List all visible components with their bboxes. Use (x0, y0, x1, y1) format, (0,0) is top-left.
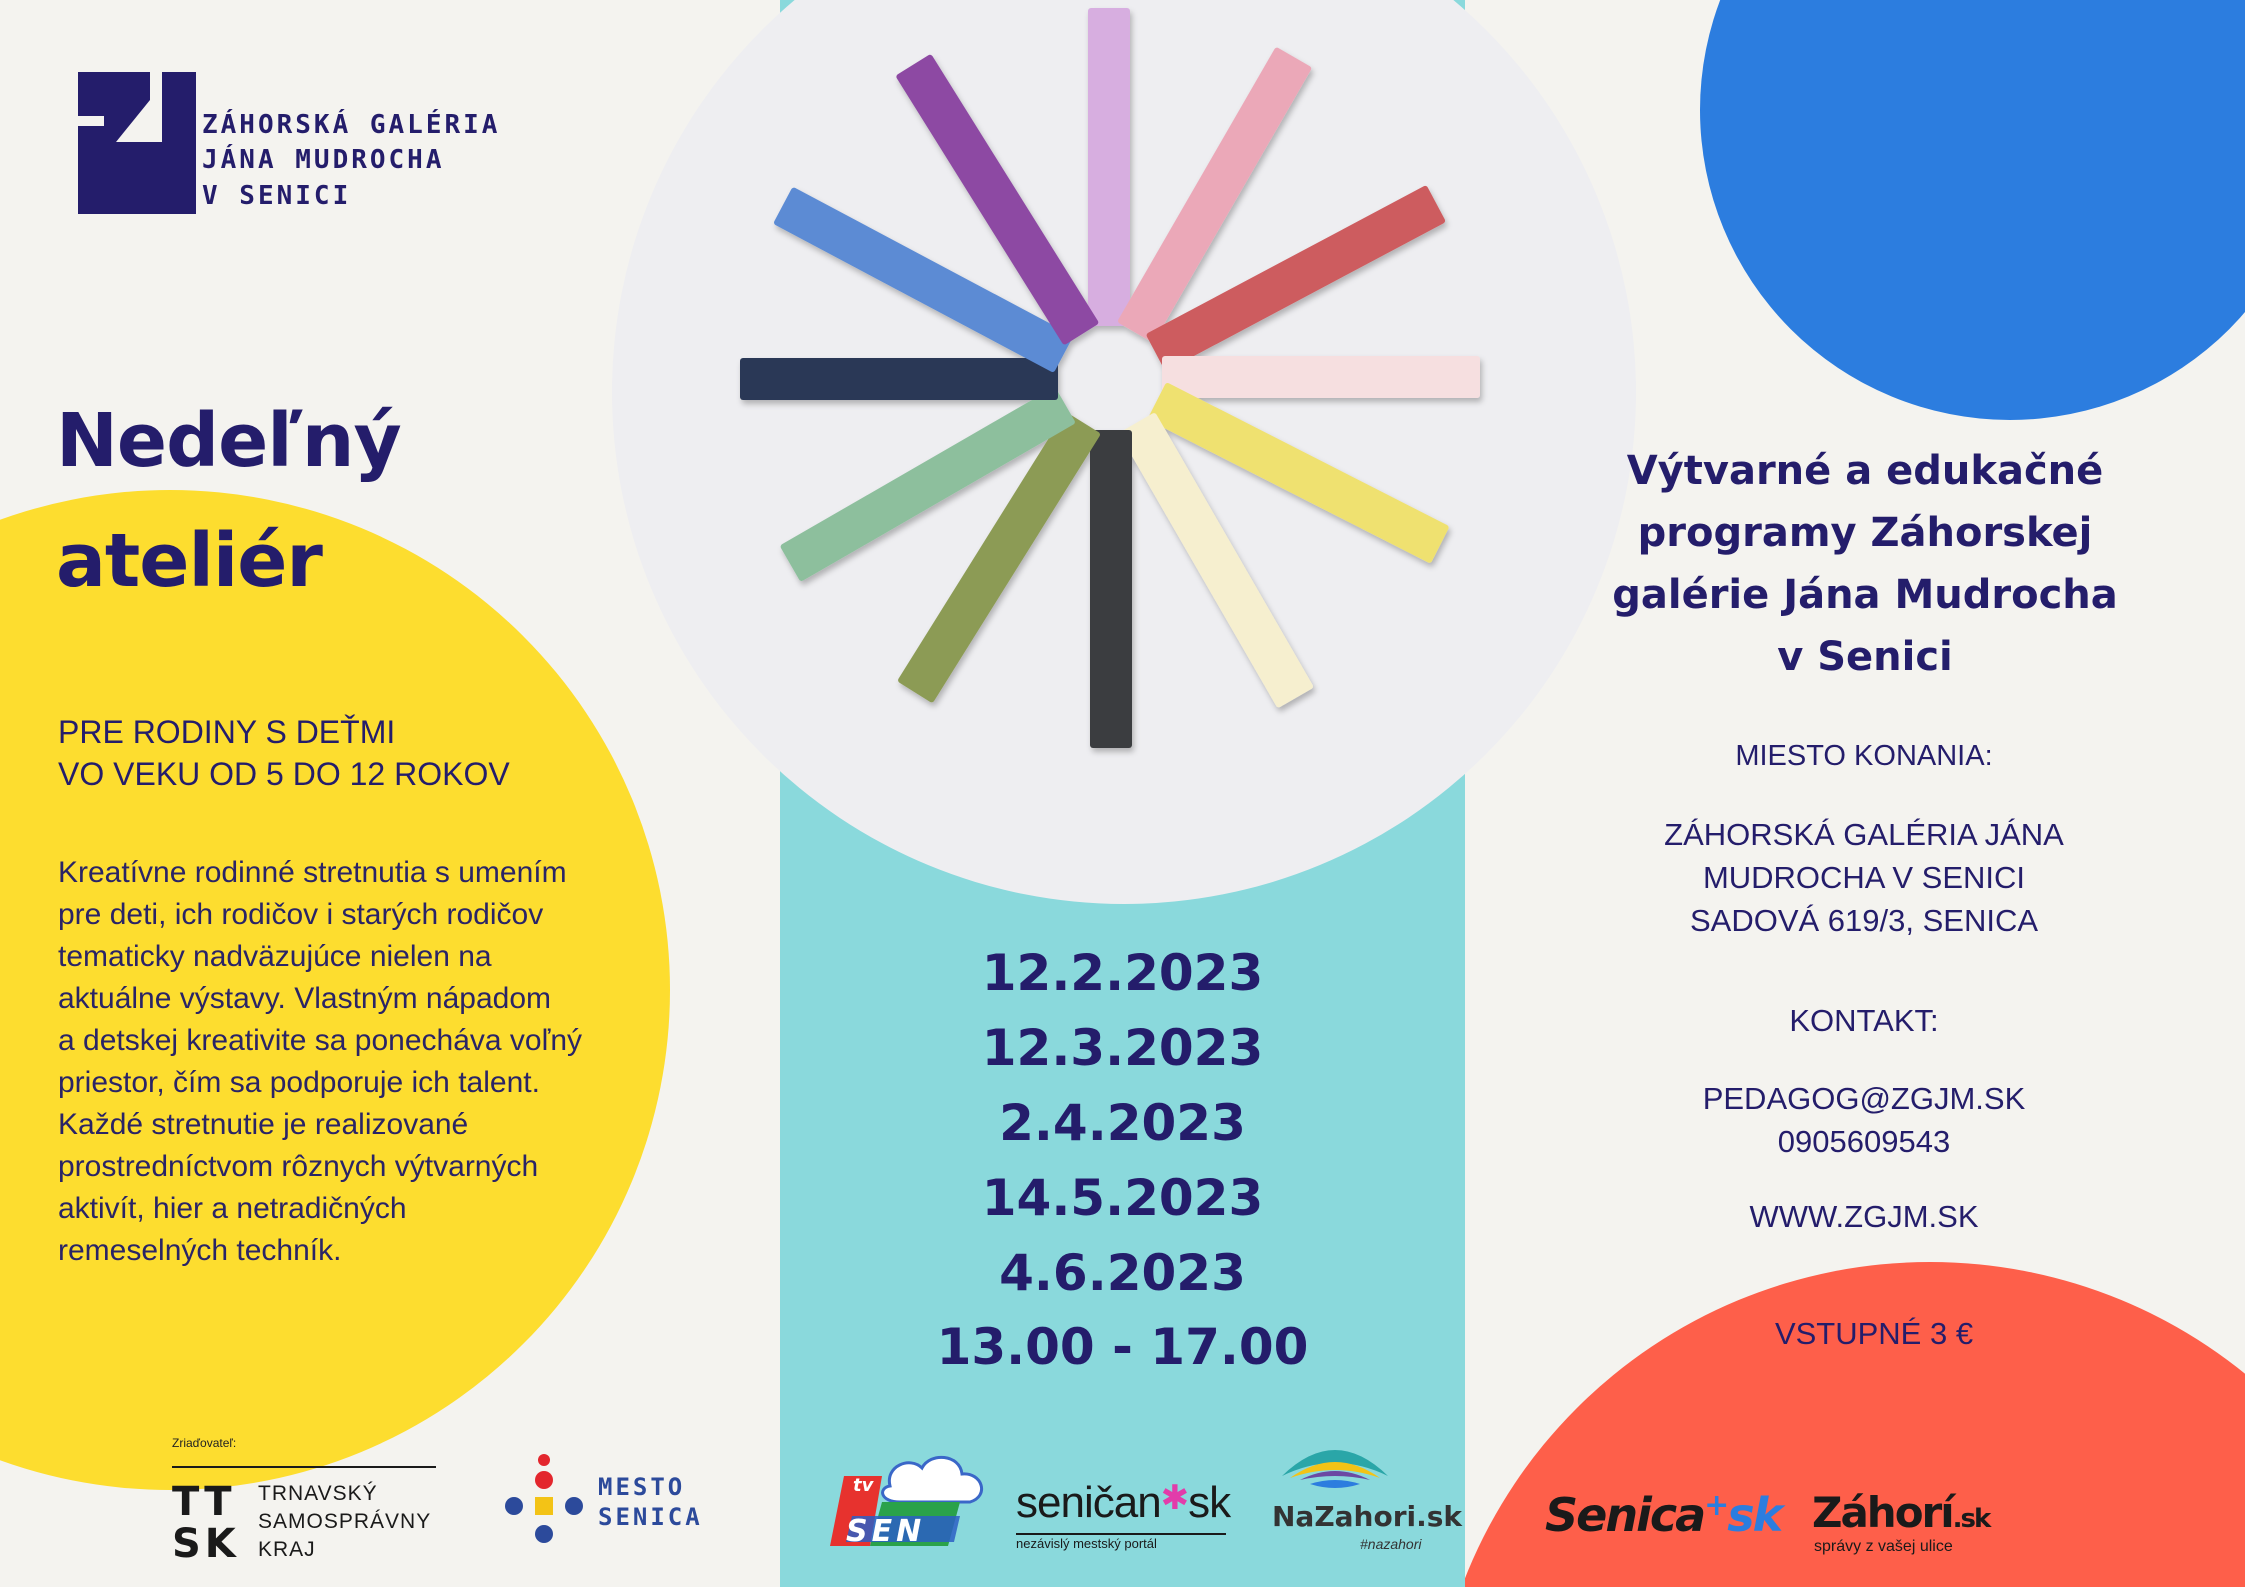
nazahori-tagline: #nazahori (1360, 1536, 1422, 1552)
tvsen-tv-text: tv (853, 1475, 874, 1496)
senican-logo (1016, 1478, 1230, 1528)
venue-line: SADOVÁ 619/3, SENICA (1689, 903, 2039, 938)
contact-email-link[interactable]: PEDAGOG@ZGJM.SK (1702, 1081, 2026, 1116)
mesto-senica-logo-icon (502, 1450, 586, 1550)
audience-line-1: PRE RODINY S DEŤMI (58, 714, 396, 750)
senica-tld: sk (1727, 1488, 1782, 1542)
senican-tld: sk (1188, 1478, 1231, 1527)
pastel-stick (1090, 430, 1132, 748)
venue-line: ZÁHORSKÁ GALÉRIA JÁNA (1664, 817, 2064, 852)
zahori-tld: .sk (1952, 1504, 1990, 1534)
gallery-logo-icon (78, 72, 196, 214)
mesto-line-1: MESTO (598, 1473, 686, 1501)
description-line: remeselných techník. (58, 1234, 342, 1267)
nazahori-logo-icon (1280, 1432, 1390, 1496)
website-link[interactable]: WWW.ZGJM.SK (1749, 1199, 1979, 1234)
senican-tagline: nezávislý mestský portál (1016, 1536, 1157, 1551)
event-date: 2.4.2023 (999, 1094, 1246, 1152)
plus-icon: + (1704, 1488, 1728, 1523)
founder-label: Zriaďovateľ: (172, 1436, 237, 1450)
ttsk-word: SAMOSPRÁVNY (258, 1510, 432, 1533)
mesto-line-2: SENICA (598, 1503, 703, 1531)
audience-line-2: VO VEKU OD 5 DO 12 ROKOV (58, 756, 510, 792)
logo-line-2: JÁNA MUDROCHA (202, 145, 445, 175)
description-line: aktivít, hier a netradičných (58, 1192, 407, 1225)
senican-underline (1016, 1533, 1226, 1535)
pastels-photo (612, 0, 1636, 904)
logo-line-3: V SENICI (202, 181, 352, 211)
description-line: pre deti, ich rodičov i starých rodičov (58, 898, 544, 931)
pastel-stick (1088, 8, 1130, 326)
zahori-sk-logo (1812, 1488, 1989, 1537)
event-date: 12.2.2023 (981, 944, 1264, 1002)
event-date: 4.6.2023 (999, 1244, 1246, 1302)
senica-sk-logo (1545, 1488, 1781, 1542)
zahori-name: Záhorí (1812, 1488, 1953, 1537)
description-line: tematicky nadväzujúce nielen na (58, 940, 492, 973)
ttsk-letters-top: TT (172, 1479, 236, 1525)
founder-divider (172, 1466, 436, 1468)
programs-heading (1560, 440, 2170, 688)
event-time: 13.00 - 17.00 (936, 1318, 1309, 1376)
title-line-2: ateliér (56, 518, 322, 604)
event-date: 12.3.2023 (981, 1019, 1264, 1077)
venue-line: MUDROCHA V SENICI (1702, 860, 2026, 895)
description-line: Kreatívne rodinné stretnutia s umením (58, 856, 567, 889)
programs-heading-line: v Senici (1777, 634, 1953, 680)
pastels-illustration (612, 0, 1636, 904)
venue-label: MIESTO KONANIA: (1735, 740, 1993, 772)
description-line: prostredníctvom rôznych výtvarných (58, 1150, 539, 1183)
senican-name: seničan (1016, 1478, 1161, 1527)
ttsk-word: KRAJ (258, 1538, 316, 1561)
ttsk-word: TRNAVSKÝ (258, 1482, 378, 1505)
description-line: a detskej kreativite sa ponecháva voľný (58, 1024, 583, 1057)
contact-label: KONTAKT: (1789, 1003, 1939, 1038)
ttsk-name (258, 1480, 431, 1564)
programs-heading-line: galérie Jána Mudrocha (1612, 572, 2118, 618)
description-text (58, 852, 658, 1272)
pastel-stick (1162, 356, 1480, 398)
entry-fee: VSTUPNÉ 3 € (1774, 1316, 1974, 1351)
description-line: priestor, čím sa podporuje ich talent. (58, 1066, 540, 1099)
nazahori-name: NaZahori.sk (1272, 1500, 1463, 1533)
contact-phone: 0905609543 (1777, 1124, 1951, 1159)
tvsen-sen-text: SEN (846, 1514, 926, 1549)
mesto-senica-name (598, 1472, 703, 1532)
event-date: 14.5.2023 (981, 1169, 1264, 1227)
blue-circle-shape (1700, 0, 2245, 420)
ttsk-letters-bottom: SK (172, 1521, 240, 1567)
asterisk-icon: ✱ (1160, 1479, 1189, 1517)
senica-name: Senica (1545, 1488, 1705, 1542)
zahori-tagline: správy z vašej ulice (1814, 1538, 1953, 1555)
logo-line-1: ZÁHORSKÁ GALÉRIA (202, 110, 501, 140)
title-line-1: Nedeľný (56, 398, 401, 484)
pastel-stick (740, 358, 1058, 400)
description-line: Každé stretnutie je realizované (58, 1108, 469, 1141)
programs-heading-line: Výtvarné a edukačné (1626, 448, 2104, 494)
programs-heading-line: programy Záhorskej (1637, 510, 2093, 556)
description-line: aktuálne výstavy. Vlastným nápadom (58, 982, 552, 1015)
